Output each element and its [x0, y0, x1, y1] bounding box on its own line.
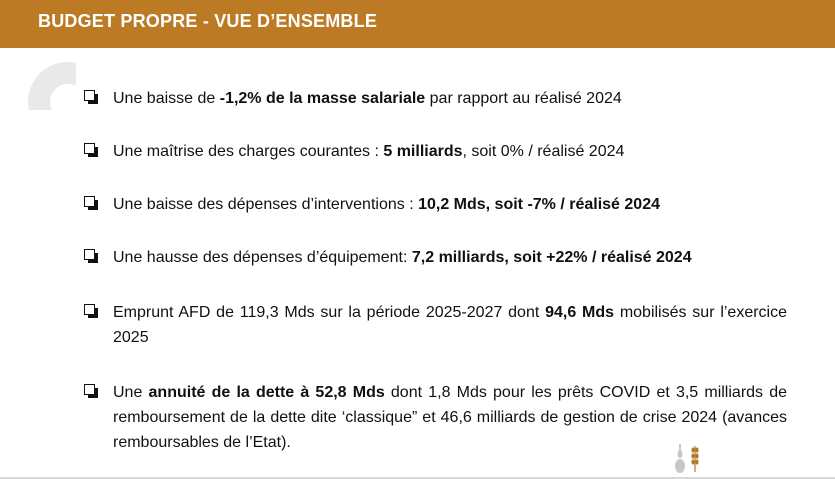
checkbox-bullet-icon [84, 384, 95, 395]
checkbox-bullet-icon [84, 196, 95, 207]
list-item-text: Une hausse des dépenses d’équipement: 7,2 milliards, soit +22% / réalisé 2024 [113, 249, 692, 266]
page-title: BUDGET PROPRE - VUE D’ENSEMBLE [38, 11, 378, 31]
list-item-text: Une maîtrise des charges courantes : 5 milliards, soit 0% / réalisé 2024 [113, 143, 625, 160]
list-item-text: Une baisse de -1,2% de la masse salariale par rapport au réalisé 2024 [113, 90, 622, 107]
wheat-logo-icon [666, 436, 706, 476]
checkbox-bullet-icon [84, 90, 95, 101]
list-item-text: Emprunt AFD de 119,3 Mds sur la période 2025-2027 dont 94,6 Mds mobilisés sur l’exercice 2025 [113, 304, 788, 346]
checkbox-bullet-icon [84, 143, 95, 154]
checkbox-bullet-icon [84, 304, 95, 315]
checkbox-bullet-icon [84, 249, 95, 260]
list-item-text: Une annuité de la dette à 52,8 Mds dont 1,8 Mds pour les prêts COVID et 3,5 milliards de remboursement de la dette dite ‘classique” et 46,6 milliards de gestion de crise 2024 (avances remboursables de l’Etat). [113, 384, 788, 451]
list-item-text: Une baisse des dépenses d’interventions : 10,2 Mds, soit -7% / réalisé 2024 [113, 196, 660, 213]
